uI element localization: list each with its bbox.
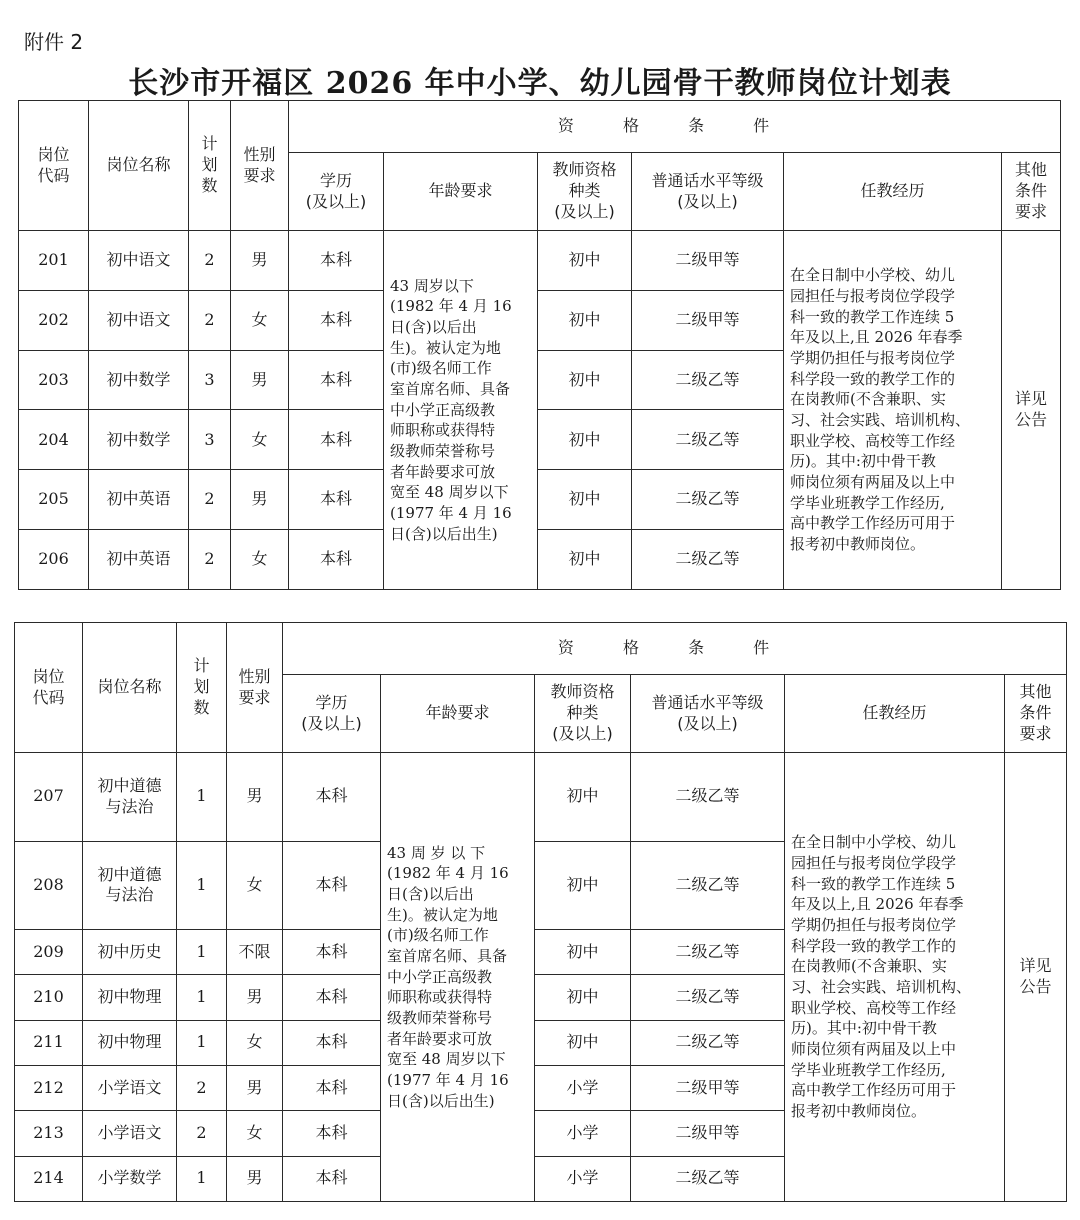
position-name-cell [83,753,177,842]
gender-requirement-cell [227,1156,283,1201]
mandarin-level-cell [632,231,784,291]
position-code: 212 [33,1077,64,1097]
teaching-experience [784,231,1002,590]
position-code: 206 [38,549,69,569]
education-requirement-cell [289,290,384,350]
plan-count-cell [177,930,227,975]
teaching-experience-line: 师岗位须有两届及以上中 [790,473,956,492]
gender-requirement-cell [227,1065,283,1110]
teacher-cert-type: 初中 [568,549,601,569]
plan-count-cell [177,841,227,930]
plan-count-cell [177,753,227,842]
header-age: 年龄要求 [428,181,493,201]
mandarin-level-cell [631,1065,785,1110]
plan-count-cell [189,350,231,410]
age-requirement-line: 室首席名师、具备 [390,379,511,398]
position-name: 初中数学 [106,429,171,449]
teacher-cert-type: 初中 [566,941,599,961]
mandarin-level-cell [632,470,784,530]
position-name-cell [83,930,177,975]
position-name: 初中道德 与法治 [97,775,162,816]
education-requirement-cell [289,410,384,470]
position-name-cell [89,410,189,470]
position-code-cell [15,930,83,975]
position-code-cell [19,530,89,590]
gender-requirement: 男 [251,369,268,389]
position-code: 203 [38,369,69,389]
position-plan-table-2 [14,622,1067,1202]
teacher-cert-type-cell [538,350,632,410]
plan-count-cell [189,290,231,350]
header-gender: 性别 要求 [238,666,271,707]
gender-requirement-cell [227,1020,283,1065]
age-requirement-line: 生)。被认定为地 [390,338,501,357]
age-requirement-line: (1977 年 4 月 16 [387,1071,509,1090]
gender-requirement: 女 [251,429,268,449]
position-plan-table-1 [18,100,1061,590]
teaching-experience-line: 科学段一致的教学工作的 [790,369,956,388]
header-name: 岗位名称 [106,155,171,175]
education-requirement-cell [283,1065,381,1110]
teacher-cert-type: 初中 [568,250,601,270]
education-requirement-cell [289,470,384,530]
teaching-experience-line: 报考初中教师岗位。 [791,1102,927,1121]
mandarin-level: 二级乙等 [675,941,740,961]
teaching-experience-line: 习、社会实践、培训机构、 [791,978,972,996]
position-code-cell [15,1065,83,1110]
plan-count: 1 [196,1032,207,1052]
mandarin-level-cell [631,930,785,975]
position-name: 初中物理 [97,1032,162,1052]
age-requirement-line: 中小学正高级教 [387,967,493,986]
gender-requirement-cell [227,841,283,930]
table-2-body [15,623,1067,1202]
gender-requirement-cell [231,350,289,410]
position-name: 初中数学 [106,369,171,389]
position-code-cell [15,1020,83,1065]
gender-requirement: 男 [251,489,268,509]
plan-count: 3 [204,429,215,449]
age-requirement-line: 中小学正高级教 [390,400,496,419]
position-code: 202 [38,309,69,329]
attachment-label: 附件 2 [24,30,84,54]
education-requirement-cell [283,975,381,1020]
header-code: 岗位 代码 [37,144,70,185]
education-requirement-cell [283,1156,381,1201]
age-requirement-line: 级教师荣誉称号 [390,442,496,461]
plan-count: 1 [196,1168,207,1188]
education-requirement: 本科 [315,786,348,806]
plan-count: 3 [204,369,215,389]
education-requirement-cell [283,1020,381,1065]
position-code: 209 [33,941,64,961]
position-code: 214 [33,1168,64,1188]
education-requirement: 本科 [315,1123,348,1142]
education-requirement: 本科 [319,250,352,270]
mandarin-level: 二级乙等 [675,489,740,509]
mandarin-level: 二级甲等 [675,309,740,329]
age-requirement-line: 师职称或获得特 [387,988,493,1007]
teacher-cert-type: 初中 [568,489,601,509]
header-gender: 性别 要求 [243,144,276,185]
mandarin-level: 二级乙等 [675,549,740,569]
education-requirement: 本科 [315,1077,348,1097]
teacher-cert-type: 小学 [566,1168,599,1188]
position-name-cell [83,1156,177,1201]
position-name: 初中道德 与法治 [97,864,162,905]
education-requirement-cell [289,231,384,291]
mandarin-level: 二级乙等 [675,429,740,449]
position-code-cell [19,350,89,410]
education-requirement: 本科 [315,941,348,961]
education-requirement: 本科 [315,1032,348,1052]
teacher-cert-type-cell [535,1065,631,1110]
education-requirement-cell [283,841,381,930]
teaching-experience-line: 历)。其中:初中骨干教 [790,452,936,471]
plan-count-cell [189,470,231,530]
teacher-cert-type-cell [535,753,631,842]
position-code: 208 [33,874,64,894]
position-name: 初中英语 [106,549,171,569]
table-1-body [19,101,1061,590]
age-requirement-line: 43 周 岁 以 下 [387,843,486,862]
position-name: 小学数学 [97,1168,162,1188]
teacher-cert-type-cell [538,231,632,291]
position-code: 213 [33,1123,64,1142]
plan-count: 2 [196,1123,207,1142]
gender-requirement: 女 [246,1032,263,1052]
gender-requirement-cell [231,470,289,530]
age-requirement-line: 日(含)以后出 [387,884,474,903]
education-requirement-cell [289,530,384,590]
age-requirement-line: 生)。被认定为地 [387,905,498,924]
position-name: 小学语文 [97,1077,162,1097]
age-requirement-line: 者年龄要求可放 [387,1029,493,1048]
header-cert: 教师资格 种类 (及以上) [550,682,615,743]
gender-requirement-cell [227,930,283,975]
header-cert: 教师资格 种类 (及以上) [552,160,617,221]
plan-count-cell [177,975,227,1020]
header-qualifications: 资 格 条 件 [557,116,792,136]
gender-requirement: 男 [246,786,263,806]
teacher-cert-type-cell [535,975,631,1020]
teaching-experience-line: 师岗位须有两届及以上中 [791,1040,957,1059]
gender-requirement-cell [227,753,283,842]
gender-requirement-cell [227,975,283,1020]
position-name-cell [89,350,189,410]
plan-count: 1 [196,874,207,894]
age-requirement [381,753,535,1202]
other-requirements: 详见 公告 [1015,389,1048,429]
position-code: 204 [38,429,69,449]
age-requirement-line: 日(含)以后出生) [390,524,498,543]
gender-requirement: 男 [246,1077,263,1097]
teaching-experience-line: 园担任与报考岗位学段学 [791,853,957,872]
gender-requirement: 女 [251,549,268,569]
gender-requirement-cell [231,530,289,590]
gender-requirement-cell [231,231,289,291]
position-name-cell [83,1111,177,1156]
age-requirement-line: 者年龄要求可放 [390,462,496,481]
position-name-cell [89,470,189,530]
gender-requirement: 不限 [238,941,271,961]
plan-count: 1 [196,941,207,961]
teaching-experience-line: 历)。其中:初中骨干教 [791,1019,937,1038]
header-other: 其他 条件 要求 [1019,682,1052,743]
header-experience: 任教经历 [862,703,927,723]
education-requirement: 本科 [315,874,348,894]
page-title: 长沙市开福区 2026 年中小学、幼儿园骨干教师岗位计划表 [128,66,952,101]
position-name-cell [83,1020,177,1065]
teaching-experience-line: 高中教学工作经历可用于 [791,1081,957,1100]
gender-requirement-cell [231,290,289,350]
position-code-cell [19,470,89,530]
mandarin-level: 二级乙等 [675,874,740,894]
teacher-cert-type-cell [535,930,631,975]
mandarin-level-cell [632,350,784,410]
teacher-cert-type: 小学 [566,1077,599,1097]
age-requirement-line: 师职称或获得特 [390,421,496,440]
header-count: 计 划 数 [201,134,218,195]
gender-requirement-cell [227,1111,283,1156]
mandarin-level-cell [632,290,784,350]
mandarin-level: 二级甲等 [675,1077,740,1097]
teacher-cert-type: 初中 [566,1032,599,1052]
teaching-experience-line: 高中教学工作经历可用于 [790,514,956,533]
plan-count: 1 [196,987,207,1007]
mandarin-level: 二级甲等 [675,250,740,270]
teacher-cert-type: 初中 [566,786,599,806]
teacher-cert-type: 初中 [566,874,599,894]
position-code-cell [15,1156,83,1201]
gender-requirement: 女 [246,1123,263,1142]
mandarin-level: 二级乙等 [675,1168,740,1188]
position-name: 小学语文 [97,1123,162,1142]
education-requirement-cell [283,1111,381,1156]
teacher-cert-type-cell [538,410,632,470]
education-requirement: 本科 [315,1168,348,1188]
position-name: 初中物理 [97,987,162,1007]
position-code-cell [15,1111,83,1156]
teaching-experience-line: 科一致的教学工作连续 5 [791,874,956,893]
header-other: 其他 条件 要求 [1015,160,1048,221]
header-name: 岗位名称 [97,677,162,697]
position-code: 201 [38,250,69,270]
mandarin-level: 二级乙等 [675,369,740,389]
position-name: 初中语文 [106,250,171,270]
plan-count-cell [177,1111,227,1156]
education-requirement-cell [289,350,384,410]
header-age: 年龄要求 [425,703,490,723]
age-requirement-line: (1977 年 4 月 16 [390,504,512,523]
mandarin-level-cell [632,410,784,470]
age-requirement-line: 日(含)以后出生) [387,1091,495,1110]
position-code-cell [15,753,83,842]
age-requirement-line: 宽至 48 周岁以下 [390,483,509,502]
education-requirement-cell [283,753,381,842]
teaching-experience-line: 在岗教师(不含兼职、实 [790,390,946,409]
education-requirement: 本科 [319,489,352,509]
teaching-experience-line: 园担任与报考岗位学段学 [790,286,956,305]
teaching-experience-line: 报考初中教师岗位。 [790,535,926,554]
header-education: 学历 (及以上) [301,692,362,733]
plan-count: 2 [204,250,215,270]
table-row [19,231,1061,291]
position-code: 210 [33,987,64,1007]
gender-requirement: 女 [246,874,263,894]
gender-requirement: 男 [246,1168,263,1188]
teaching-experience-line: 学毕业班教学工作经历, [790,493,945,512]
other-requirements-cell [1005,753,1067,1202]
education-requirement: 本科 [315,987,348,1007]
teacher-cert-type: 初中 [568,429,601,449]
plan-count-cell [177,1156,227,1201]
mandarin-level-cell [631,841,785,930]
header-qualifications: 资 格 条 件 [557,638,792,658]
mandarin-level: 二级乙等 [675,786,740,806]
teacher-cert-type-cell [535,1156,631,1201]
plan-count: 2 [204,489,215,509]
age-requirement-line: 日(含)以后出 [390,317,477,336]
position-name-cell [89,530,189,590]
mandarin-level: 二级甲等 [675,1123,740,1142]
mandarin-level-cell [631,1020,785,1065]
gender-requirement: 女 [251,309,268,329]
mandarin-level-cell [632,530,784,590]
teacher-cert-type-cell [535,841,631,930]
mandarin-level-cell [631,753,785,842]
header-experience: 任教经历 [860,181,925,201]
plan-count-cell [177,1020,227,1065]
position-name-cell [83,1065,177,1110]
teacher-cert-type-cell [535,1111,631,1156]
teaching-experience-line: 年及以上,且 2026 年春季 [790,328,963,347]
education-requirement: 本科 [319,429,352,449]
header-mandarin: 普通话水平等级 (及以上) [651,170,764,211]
position-code: 207 [33,786,64,806]
header-code: 岗位 代码 [32,666,65,707]
teacher-cert-type: 初中 [566,987,599,1007]
teacher-cert-type-cell [538,530,632,590]
position-code-cell [15,975,83,1020]
plan-count: 2 [204,549,215,569]
position-code: 211 [33,1032,64,1052]
teacher-cert-type-cell [535,1020,631,1065]
other-requirements-cell [1002,231,1061,590]
age-requirement-line: 级教师荣誉称号 [387,1009,493,1028]
header-mandarin: 普通话水平等级 (及以上) [651,692,764,733]
plan-count: 1 [196,786,207,806]
teaching-experience-line: 年及以上,且 2026 年春季 [791,895,964,914]
mandarin-level: 二级乙等 [675,1032,740,1052]
position-name-cell [89,231,189,291]
teacher-cert-type-cell [538,470,632,530]
position-code-cell [19,290,89,350]
plan-count-cell [177,1065,227,1110]
teaching-experience-line: 职业学校、高校等工作经 [790,431,956,450]
teacher-cert-type: 初中 [568,369,601,389]
mandarin-level: 二级乙等 [675,987,740,1007]
teaching-experience-line: 习、社会实践、培训机构、 [790,411,971,429]
teaching-experience-line: 学期仍担任与报考岗位学 [791,915,957,934]
header-education: 学历 (及以上) [305,170,367,211]
gender-requirement: 男 [246,987,263,1007]
teacher-cert-type-cell [538,290,632,350]
teaching-experience-line: 在岗教师(不含兼职、实 [791,957,947,976]
position-code-cell [19,410,89,470]
teacher-cert-type: 小学 [566,1123,599,1142]
header-count: 计 划 数 [193,656,210,717]
gender-requirement: 男 [251,250,268,270]
teaching-experience-line: 在全日制中小学校、幼儿 [791,833,957,852]
education-requirement: 本科 [319,369,352,389]
teaching-experience [785,753,1005,1202]
age-requirement-line: 43 周岁以下 [390,276,474,295]
teacher-cert-type: 初中 [568,309,601,329]
mandarin-level-cell [631,1111,785,1156]
plan-count-cell [189,410,231,470]
plan-count: 2 [204,309,215,329]
table-row [15,753,1067,842]
age-requirement-line: 室首席名师、具备 [387,946,508,965]
position-code: 205 [38,489,69,509]
teaching-experience-line: 学毕业班教学工作经历, [791,1060,946,1079]
position-name-cell [83,975,177,1020]
education-requirement-cell [283,930,381,975]
education-requirement: 本科 [319,309,352,329]
age-requirement-line: (1982 年 4 月 16 [387,864,509,883]
teaching-experience-line: 职业学校、高校等工作经 [791,998,957,1017]
age-requirement-line: (市)级名师工作 [390,359,492,378]
plan-count-cell [189,231,231,291]
other-requirements: 详见 公告 [1019,956,1052,996]
teaching-experience-line: 科一致的教学工作连续 5 [790,307,955,326]
mandarin-level-cell [631,975,785,1020]
teaching-experience-line: 在全日制中小学校、幼儿 [790,266,956,285]
position-name: 初中语文 [106,309,171,329]
mandarin-level-cell [631,1156,785,1201]
age-requirement [384,231,538,590]
education-requirement: 本科 [319,549,352,569]
teaching-experience-line: 科学段一致的教学工作的 [791,936,957,955]
plan-count-cell [189,530,231,590]
teaching-experience-line: 学期仍担任与报考岗位学 [790,348,956,367]
position-code-cell [15,841,83,930]
plan-count: 2 [196,1077,207,1097]
position-name-cell [83,841,177,930]
position-code-cell [19,231,89,291]
age-requirement-line: 宽至 48 周岁以下 [387,1050,506,1069]
position-name: 初中英语 [106,489,171,509]
age-requirement-line: (1982 年 4 月 16 [390,297,512,316]
gender-requirement-cell [231,410,289,470]
position-name-cell [89,290,189,350]
age-requirement-line: (市)级名师工作 [387,926,489,945]
position-name: 初中历史 [97,941,162,961]
